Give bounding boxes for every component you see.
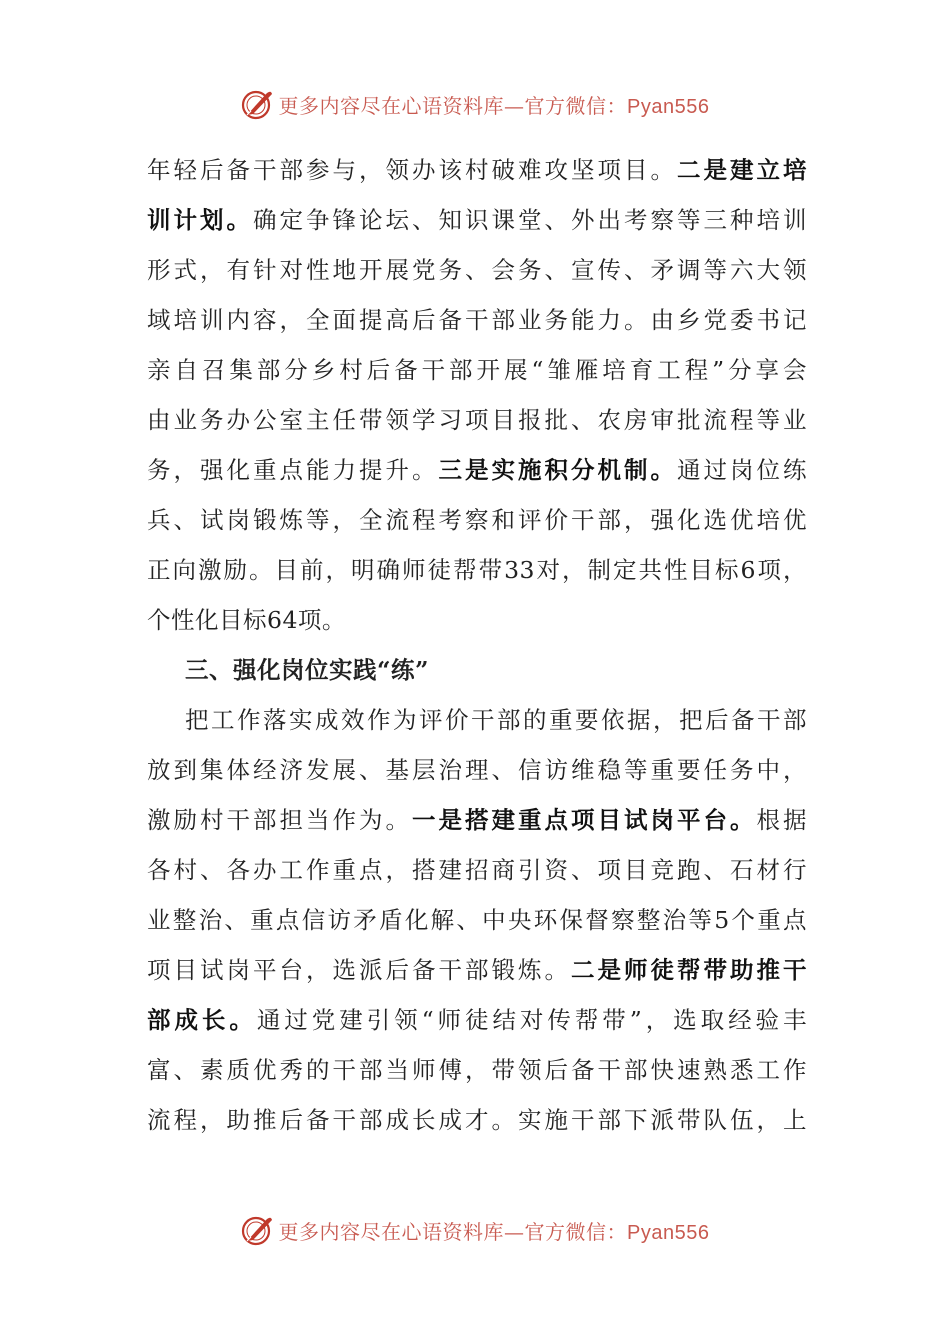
paragraph-line: 富、素质优秀的干部当师傅，带领后备干部快速熟悉工作 (147, 1056, 807, 1084)
quill-pen-seal-icon (241, 87, 275, 121)
bold-point-3: 三是实施积分机制。 (438, 456, 677, 484)
paragraph-line: 激励村干部担当作为。一是搭建重点项目试岗平台。根据 (147, 806, 807, 834)
bold-point-2: 二是建立培 (677, 156, 807, 184)
wechat-id: Pyan556 (627, 95, 710, 118)
paragraph-line: 流程，助推后备干部成长成才。实施干部下派带队伍，上 (147, 1106, 807, 1134)
paragraph-line: 年轻后备干部参与，领办该村破难攻坚项目。二是建立培 (147, 156, 807, 184)
bold-point-2b-cont: 部成长。 (147, 1006, 257, 1034)
paragraph-line: 业整治、重点信访矛盾化解、中央环保督察整治等5个重点 (147, 906, 807, 934)
paragraph-line: 务，强化重点能力提升。三是实施积分机制。通过岗位练 (147, 456, 807, 484)
paragraph-line: 形式，有针对性地开展党务、会务、宣传、矛调等六大领 (147, 256, 807, 284)
bold-point-2b: 二是师徒帮带助推干 (571, 956, 807, 984)
paragraph-line: 由业务办公室主任带领学习项目报批、农房审批流程等业 (147, 406, 807, 434)
paragraph-line: 部成长。通过党建引领“师徒结对传帮带”，选取经验丰 (147, 1006, 807, 1034)
paragraph-line: 放到集体经济发展、基层治理、信访维稳等重要任务中， (147, 756, 807, 784)
paragraph-line: 亲自召集部分乡村后备干部开展“雏雁培育工程”分享会 (147, 356, 807, 384)
paragraph-line: 域培训内容，全面提高后备干部业务能力。由乡党委书记 (147, 306, 807, 334)
paragraph-line: 把工作落实成效作为评价干部的重要依据，把后备干部 (185, 706, 807, 734)
bold-point-2-cont: 训计划。 (147, 206, 253, 234)
paragraph-line: 项目试岗平台，选派后备干部锻炼。二是师徒帮带助推干 (147, 956, 807, 984)
header-watermark (0, 84, 950, 124)
paragraph-line: 兵、试岗锻炼等，全流程考察和评价干部，强化选优培优 (147, 506, 807, 534)
section-heading: 三、强化岗位实践“练” (185, 656, 430, 684)
paragraph-line: 各村、各办工作重点，搭建招商引资、项目竞跑、石材行 (147, 856, 807, 884)
watermark-text: 更多内容尽在心语资料库—官方微信：Pyan556 (278, 93, 710, 118)
watermark-text: 更多内容尽在心语资料库—官方微信：Pyan556 (278, 1219, 710, 1244)
document-body (147, 145, 807, 1145)
footer-watermark (0, 1210, 950, 1250)
paragraph-line: 个性化目标64项。 (147, 606, 346, 634)
paragraph-line: 正向激励。目前，明确师徒帮带33对，制定共性目标6项， (147, 556, 807, 584)
bold-point-1: 一是搭建重点项目试岗平台。 (412, 806, 757, 834)
quill-pen-seal-icon (241, 1213, 275, 1247)
wechat-id: Pyan556 (627, 1221, 710, 1244)
paragraph-line: 训计划。确定争锋论坛、知识课堂、外出考察等三种培训 (147, 206, 807, 234)
